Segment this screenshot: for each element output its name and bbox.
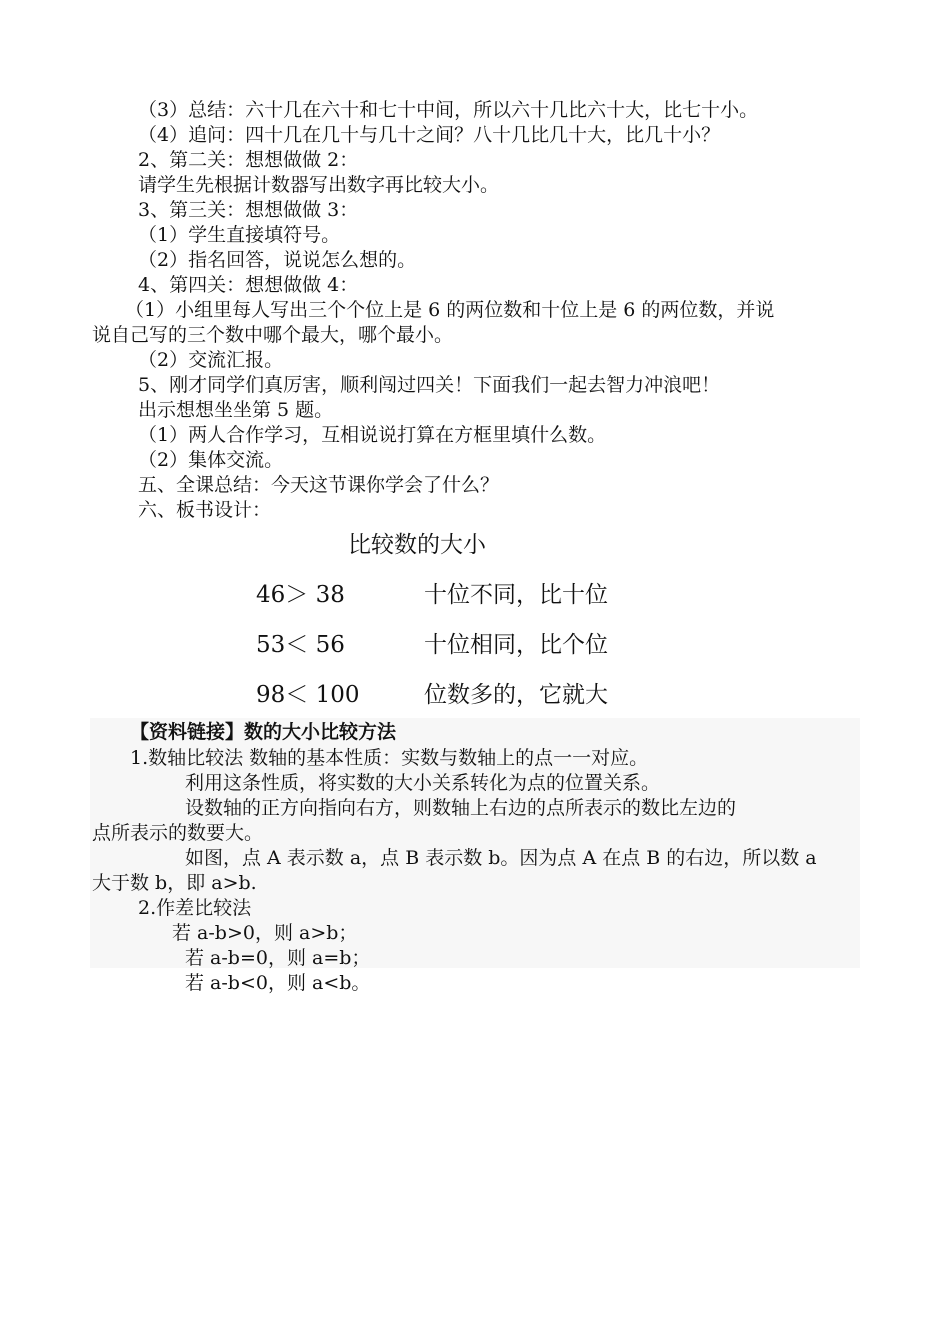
text-line: （2）交流汇报。 [138, 349, 284, 371]
board-rule: 位数多的，它就大 [424, 682, 608, 708]
text-line: （1）小组里每人写出三个个位上是 6 的两位数和十位上是 6 的两位数，并说 [125, 299, 775, 321]
board-rule: 十位相同，比个位 [424, 632, 608, 658]
reference-line: 大于数 b，即 a>b. [92, 872, 257, 894]
reference-heading: 【资料链接】数的大小比较方法 [130, 721, 397, 743]
reference-line: 1.数轴比较法 数轴的基本性质：实数与数轴上的点一一对应。 [130, 747, 649, 769]
board-expr: 46＞ 38 [256, 582, 345, 608]
text-line: （2）指名回答，说说怎么想的。 [138, 249, 417, 271]
text-line: 4、第四关：想想做做 4： [138, 274, 359, 296]
reference-line: 设数轴的正方向指向右方，则数轴上右边的点所表示的数比左边的 [185, 797, 737, 819]
text-line: 请学生先根据计数器写出数字再比较大小。 [138, 174, 500, 196]
reference-line: 若 a-b>0，则 a>b； [172, 922, 358, 944]
text-line: 六、板书设计： [138, 499, 272, 521]
reference-line: 点所表示的数要大。 [92, 822, 264, 844]
reference-line: 若 a-b<0，则 a<b。 [185, 972, 371, 994]
text-line: （3）总结：六十几在六十和七十中间，所以六十几比六十大，比七十小。 [138, 99, 759, 121]
board-expr: 98＜ 100 [256, 682, 360, 708]
text-line: （1）两人合作学习，互相说说打算在方框里填什么数。 [138, 424, 607, 446]
board-expr: 53＜ 56 [256, 632, 345, 658]
reference-line: 利用这条性质，将实数的大小关系转化为点的位置关系。 [185, 772, 661, 794]
text-line: （2）集体交流。 [138, 449, 284, 471]
text-line: 五、全课总结：今天这节课你学会了什么？ [138, 474, 500, 496]
reference-line: 若 a-b=0，则 a=b； [185, 947, 371, 969]
text-line: 2、第二关：想想做做 2： [138, 149, 359, 171]
text-line: 3、第三关：想想做做 3： [138, 199, 359, 221]
text-line: （1）学生直接填符号。 [138, 224, 341, 246]
text-line: 出示想想坐坐第 5 题。 [138, 399, 334, 421]
reference-line: 2.作差比较法 [138, 897, 252, 919]
text-line: （4）追问：四十几在几十与几十之间？八十几比几十大，比几十小？ [138, 124, 721, 146]
text-line: 说自己写的三个数中哪个最大，哪个最小。 [92, 324, 454, 346]
reference-line: 如图，点 A 表示数 a，点 B 表示数 b。因为点 A 在点 B 的右边，所以数 a [185, 847, 817, 869]
text-line: 5、刚才同学们真厉害，顺利闯过四关！下面我们一起去智力冲浪吧！ [138, 374, 721, 396]
board-title: 比较数的大小 [348, 532, 486, 558]
board-rule: 十位不同，比十位 [424, 582, 608, 608]
